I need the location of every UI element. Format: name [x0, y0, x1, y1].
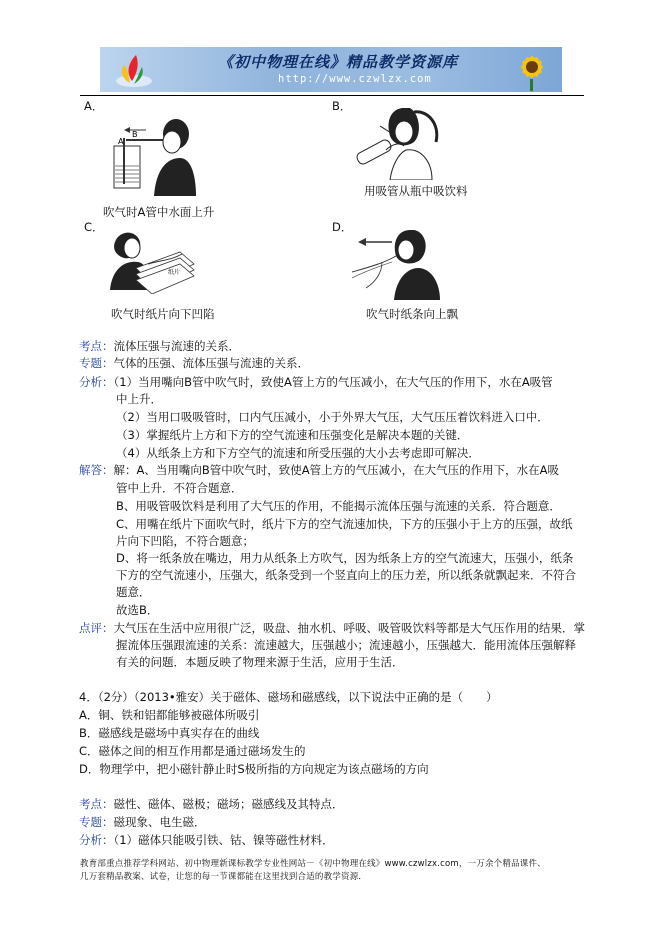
footer-line: 教育部重点推荐学科网站、初中物理新课标教学专业性网站－《初中物理在线》www.czwlzx.com，一万余个精品课件、	[80, 859, 546, 869]
question-stem: 4．（2分）（2013•雅安）关于磁体、磁场和磁感线，以下说法中正确的是（ ）	[79, 690, 498, 704]
option-d-letter: D．	[332, 220, 353, 234]
analysis-line: 考点：磁性、磁体、磁极；磁场；磁感线及其特点．	[79, 797, 344, 811]
tube-label-a: A	[118, 137, 124, 146]
analysis-line: 专题：磁现象、电生磁．	[79, 815, 206, 829]
option-b-letter: B．	[332, 99, 352, 113]
analysis-line: （2）当用口吸吸管时，口内气压减小，小于外界大气压，大气压压着饮料进入口中．	[116, 410, 549, 424]
question-choice: D．物理学中，把小磁针静止时S极所指的方向规定为该点磁场的方向	[79, 762, 429, 776]
option-c-figure	[106, 224, 196, 294]
footer-line: 几万套精品教案、试卷，让您的每一节课都能在这里找到合适的教学资源．	[80, 872, 368, 882]
analysis-line: 片向下凹陷，不符合题意；	[116, 534, 254, 548]
option-a-letter: A．	[84, 99, 104, 113]
option-d-caption: 吹气时纸条向上飘	[366, 307, 458, 321]
analysis-line: 专题：气体的压强、流体压强与流速的关系．	[79, 356, 309, 370]
analysis-line: （4）从纸条上方和下方空气的流速和所受压强的大小去考虑即可解决．	[116, 446, 480, 460]
analysis-line: 故选B．	[116, 603, 159, 617]
option-a-caption: 吹气时A管中水面上升	[103, 205, 215, 219]
option-a-figure	[108, 108, 198, 196]
question-choice: B．磁感线是磁场中真实存在的曲线	[79, 726, 260, 740]
analysis-line: 点评：大气压在生活中应用很广泛，吸盘、抽水机、呼吸、吸管吸饮料等都是大气压作用的结果．掌	[79, 621, 585, 635]
analysis-line: （3）掌握纸片上方和下方的空气流速和压强变化是解决本题的关键．	[116, 428, 469, 442]
analysis-line: 下方的空气流速小，压强大，纸条受到一个竖直向上的压力差，所以纸条就飘起来．不符合	[116, 568, 576, 582]
tube-label-b: B	[132, 130, 138, 139]
option-c-letter: C．	[84, 220, 104, 234]
sunflower-icon	[506, 49, 554, 91]
analysis-line: 分析：（1）当用嘴向B管中吹气时，致使A管上方的气压减小，在大气压的作用下，水在A吸管	[79, 375, 553, 389]
analysis-line: 握流体压强跟流速的关系：流速越大，压强越小；流速越小，压强越大．能用流体压强解释	[116, 638, 576, 652]
analysis-line: 分析：（1）磁体只能吸引铁、钴、镍等磁性材料．	[79, 833, 334, 847]
analysis-line: D、将一纸条放在嘴边，用力从纸条上方吹气，因为纸条上方的空气流速大，压强小，纸条	[116, 551, 574, 565]
paper-label: 纸片	[168, 269, 181, 276]
analysis-line: 中上升．	[116, 392, 162, 406]
option-c-caption: 吹气时纸片向下凹陷	[111, 307, 215, 321]
banner-url[interactable]: http://www.czwlzx.com	[278, 73, 432, 85]
analysis-line: 有关的问题．本题反映了物理来源于生活，应用于生活．	[116, 655, 404, 669]
banner-title: 《初中物理在线》精品教学资源库	[218, 53, 459, 71]
question-choice: C．磁体之间的相互作用都是通过磁场发生的	[79, 744, 306, 758]
analysis-line: 考点：流体压强与流速的关系．	[79, 339, 240, 353]
analysis-line: B、用吸管吸饮料是利用了大气压的作用，不能揭示流体压强与流速的关系．符合题意．	[116, 499, 561, 513]
option-d-figure	[352, 222, 442, 300]
option-b-caption: 用吸管从瓶中吸饮料	[364, 184, 468, 198]
analysis-line: 解答：解：A、当用嘴向B管中吹气时，致使A管上方的气压减小，在大气压的作用下，水在A吸	[79, 463, 559, 477]
analysis-line: C、用嘴在纸片下面吹气时，纸片下方的空气流速加快，下方的压强小于上方的压强，故纸	[116, 517, 573, 531]
question-choice: A．铜、铁和铝都能够被磁体所吸引	[79, 708, 260, 722]
logo-icon	[114, 51, 154, 89]
header-banner	[100, 47, 562, 92]
header-rule	[80, 95, 584, 96]
option-b-figure	[350, 102, 448, 180]
analysis-line: 题意．	[116, 585, 151, 599]
analysis-line: 管中上升．不符合题意．	[116, 481, 243, 495]
